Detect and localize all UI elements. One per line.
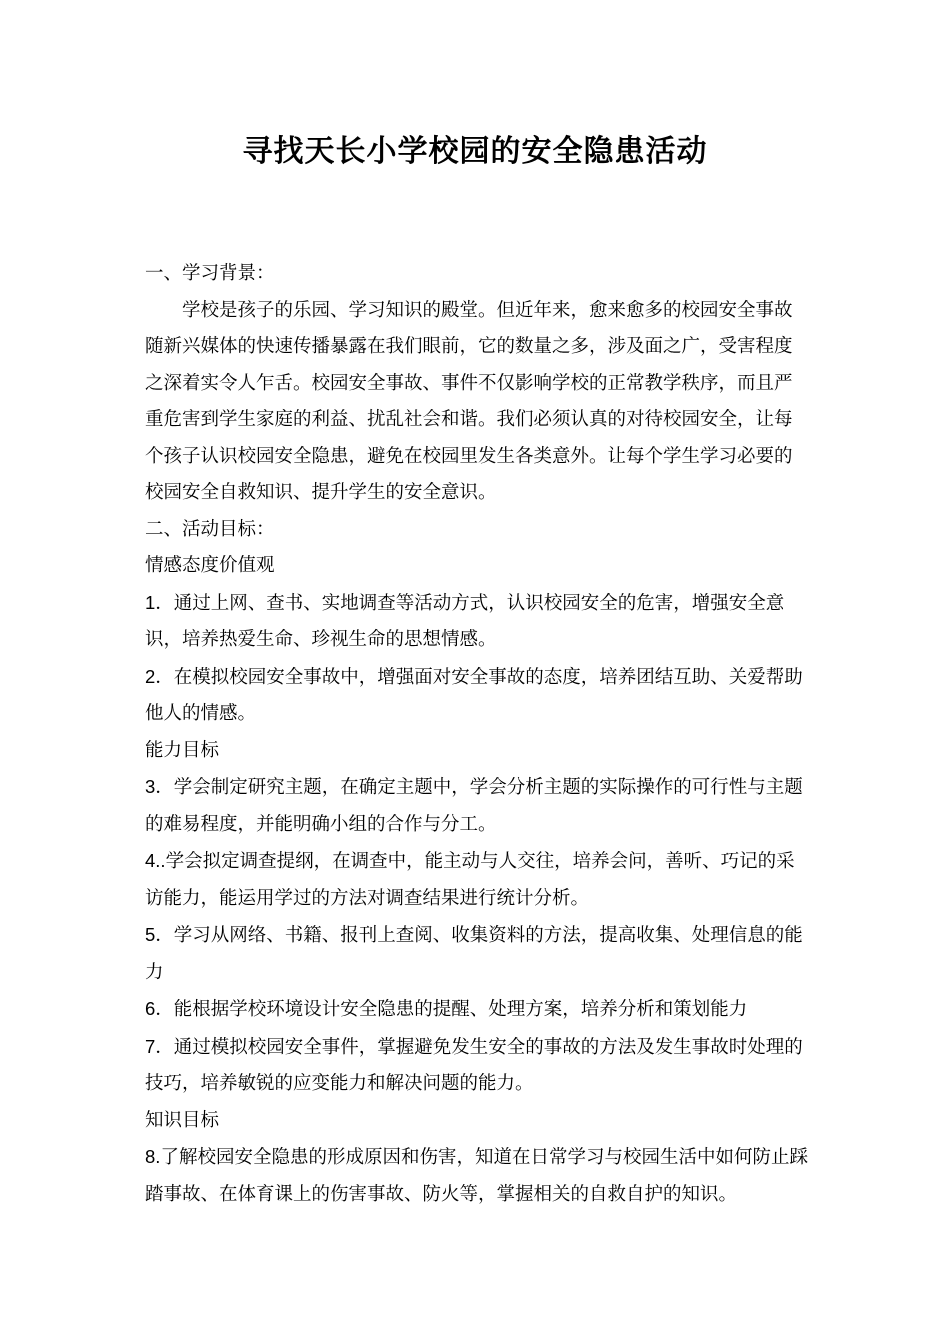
goal-item-6 xyxy=(145,991,810,1029)
document-body xyxy=(145,256,810,1213)
background-paragraph: 学校是孩子的乐园、学习知识的殿堂。但近年来，愈来愈多的校园安全事故随新兴媒体的快速传播暴露在我们眼前，它的数量之多，涉及面之广，受害程度之深着实令人乍舌。校园安全事故、事件不仅影响学校的正常教学秩序，而且严重危害到学生家庭的利益、扰乱社会和谐。我们必须认真的对待校园安全，让每个孩子认识校园安全隐患，避免在校园里发生各类意外。让每个学生学习必要的校园安全自救知识、提升学生的安全意识。 xyxy=(145,299,793,503)
goal-number: 4.. xyxy=(145,850,166,871)
goal-item-2 xyxy=(145,659,810,733)
goal-text: 了解校园安全隐患的形成原因和伤害，知道在日常学习与校园生活中如何防止踩踏事故、在体育课上的伤害事故、防火等，掌握相关的自救自护的知识。 xyxy=(145,1147,808,1205)
goal-text: 通过模拟校园安全事件，掌握避免发生安全的事故的方法及发生事故时处理的技巧，培养敏锐的应变能力和解决问题的能力。 xyxy=(145,1036,803,1094)
document-title: 寻找天长小学校园的安全隐患活动 xyxy=(242,134,708,169)
goal-number: 2． xyxy=(145,665,174,687)
goal-text: 学会拟定调查提纲，在调查中，能主动与人交往，培养会问，善听、巧记的采访能力，能运用学过的方法对调查结果进行统计分析。 xyxy=(145,851,795,909)
goal-item-8 xyxy=(145,1139,810,1213)
goal-number: 6． xyxy=(145,998,174,1019)
section-heading-goals: 二、活动目标： xyxy=(145,518,275,540)
goal-text: 在模拟校园安全事故中，增强面对安全事故的态度，培养团结互助、关爱帮助他人的情感。 xyxy=(145,666,803,724)
goal-group-label-attitude: 情感态度价值观 xyxy=(145,555,275,576)
goal-group-label-knowledge: 知识目标 xyxy=(145,1109,220,1131)
goal-item-4 xyxy=(145,843,810,917)
goal-group-label-ability: 能力目标 xyxy=(145,739,220,761)
goal-item-1 xyxy=(145,585,810,659)
goal-item-7 xyxy=(145,1029,810,1103)
goal-number: 1． xyxy=(145,591,174,613)
goal-number: 8. xyxy=(145,1146,161,1167)
goal-number: 5． xyxy=(145,924,174,945)
goal-number: 7． xyxy=(145,1035,174,1057)
goal-text: 学会制定研究主题，在确定主题中，学会分析主题的实际操作的可行性与主题的难易程度，并能明确小组的合作与分工。 xyxy=(145,777,803,835)
goal-text: 学习从网络、书籍、报刊上查阅、收集资料的方法，提高收集、处理信息的能力 xyxy=(145,925,803,983)
goal-text: 能根据学校环境设计安全隐患的提醒、处理方案，培养分析和策划能力 xyxy=(173,999,748,1020)
goal-number: 3． xyxy=(145,776,174,797)
goal-item-3 xyxy=(145,769,810,843)
goal-item-5 xyxy=(145,917,810,991)
goal-text: 通过上网、查书、实地调查等活动方式，认识校园安全的危害，增强安全意识，培养热爱生命、珍视生命的思想情感。 xyxy=(145,592,785,650)
section-heading-background: 一、学习背景： xyxy=(145,263,275,284)
